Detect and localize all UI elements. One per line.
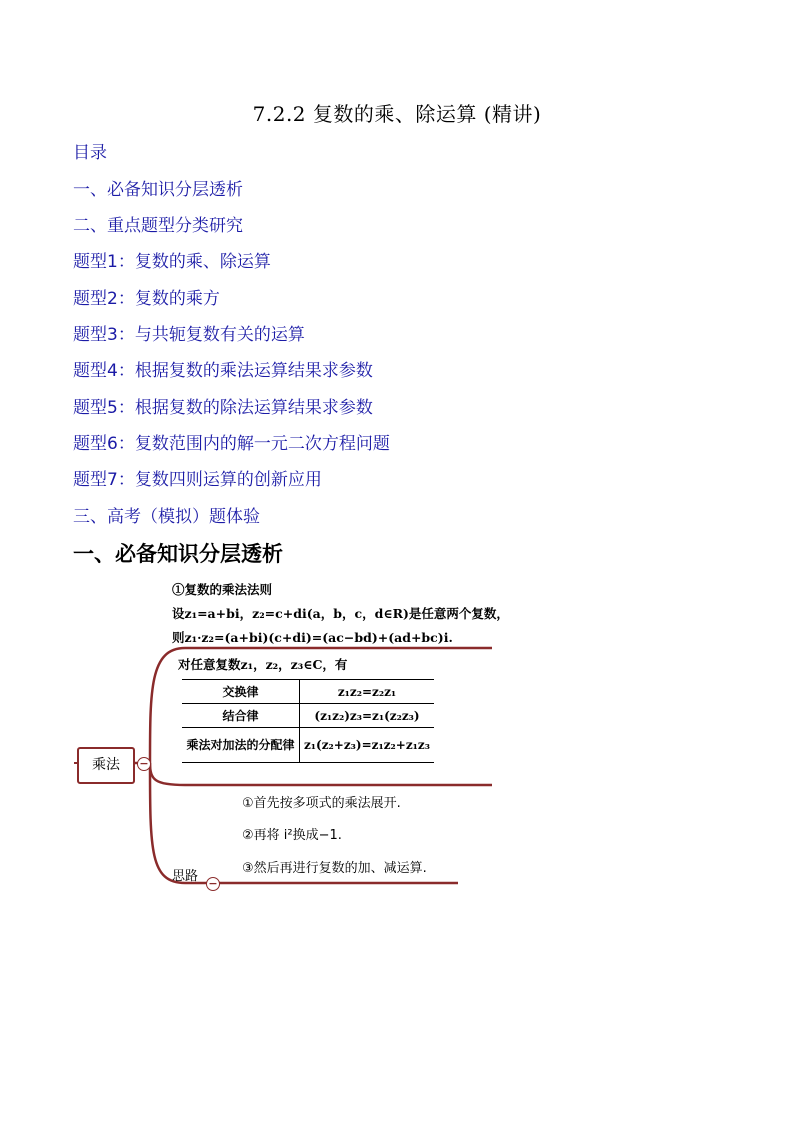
- law-name: 乘法对加法的分配律: [182, 728, 299, 763]
- law-formula: z₁z₂=z₂z₁: [299, 680, 434, 704]
- collapse-icon[interactable]: −: [206, 877, 220, 891]
- table-row: [182, 728, 434, 763]
- step-item: ①首先按多项式的乘法展开.: [242, 796, 401, 811]
- toc-item[interactable]: 二、重点题型分类研究: [73, 216, 243, 236]
- toc-item[interactable]: 题型3：与共轭复数有关的运算: [73, 325, 305, 345]
- law-formula: z₁(z₂+z₃)=z₁z₂+z₁z₃: [299, 728, 434, 763]
- mindmap-branch-label: 思路: [172, 869, 199, 884]
- toc-item[interactable]: 题型5：根据复数的除法运算结果求参数: [73, 398, 373, 418]
- toc-item[interactable]: 题型2：复数的乘方: [73, 289, 220, 309]
- law-name: 结合律: [182, 704, 299, 728]
- mindmap-root-node[interactable]: 乘法: [77, 747, 135, 784]
- table-row: [182, 704, 434, 728]
- toc-item[interactable]: 题型4：根据复数的乘法运算结果求参数: [73, 361, 373, 381]
- laws-table: [182, 679, 434, 763]
- toc-item[interactable]: 题型1：复数的乘、除运算: [73, 252, 271, 272]
- law-name: 交换律: [182, 680, 299, 704]
- toc-item[interactable]: 题型6：复数范围内的解一元二次方程问题: [73, 434, 390, 454]
- laws-intro: 对任意复数z₁，z₂，z₃∈C，有: [178, 657, 348, 672]
- toc-item[interactable]: 三、高考（模拟）题体验: [73, 507, 260, 527]
- step-item: ③然后再进行复数的加、减运算.: [242, 861, 427, 876]
- table-row: [182, 680, 434, 704]
- section-heading: 一、必备知识分层透析: [73, 542, 283, 566]
- rule-line: 设z₁=a+bi，z₂=c+di(a，b，c，d∈R)是任意两个复数，: [172, 606, 509, 621]
- step-item: ②再将 i²换成−1.: [242, 828, 342, 843]
- toc-heading[interactable]: 目录: [73, 143, 107, 163]
- rule-line: 则z₁·z₂=(a+bi)(c+di)=(ac−bd)+(ad+bc)i.: [172, 630, 453, 645]
- document-title: 7.2.2 复数的乘、除运算 (精讲): [252, 102, 542, 126]
- rule-title: ①复数的乘法法则: [172, 582, 273, 597]
- toc-item[interactable]: 题型7：复数四则运算的创新应用: [73, 470, 322, 490]
- toc-item[interactable]: 一、必备知识分层透析: [73, 180, 243, 200]
- law-formula: (z₁z₂)z₃=z₁(z₂z₃): [299, 704, 434, 728]
- collapse-icon[interactable]: −: [137, 757, 151, 771]
